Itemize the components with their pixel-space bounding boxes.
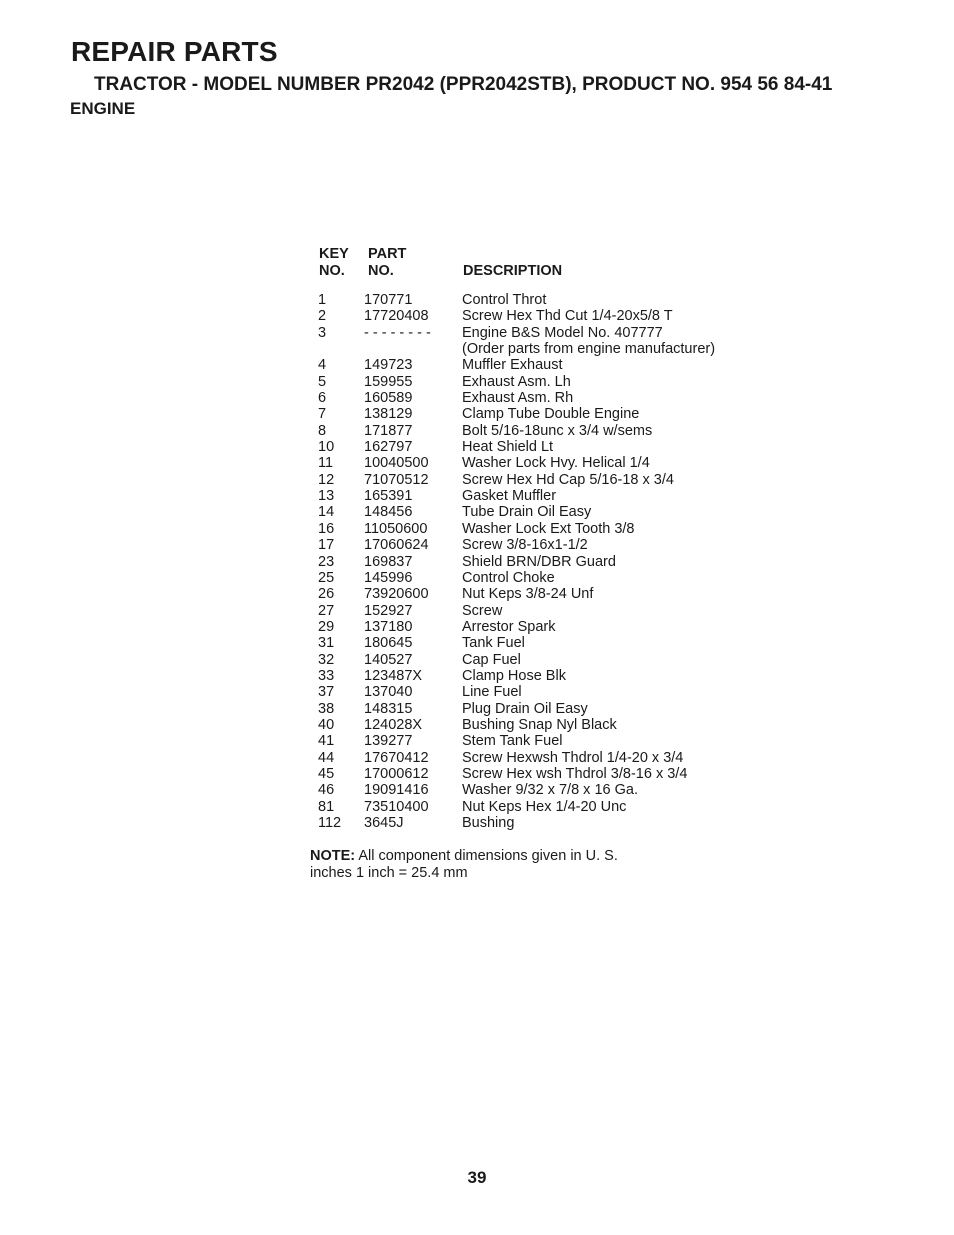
table-row (318, 635, 778, 651)
part-no-cell: 73920600 (364, 586, 429, 603)
table-row (318, 472, 778, 488)
description-cell: Tube Drain Oil Easy (462, 504, 592, 521)
note-text-line1: All component dimensions given in U. S. (355, 848, 618, 864)
table-row (318, 668, 778, 684)
part-no-cell: 169837 (364, 553, 413, 570)
part-no-cell: 71070512 (364, 471, 429, 488)
table-row (318, 308, 778, 324)
part-no-cell: 152927 (364, 602, 413, 619)
description-header: DESCRIPTION (463, 263, 563, 279)
table-row (318, 619, 778, 635)
description-cell: Bushing Snap Nyl Black (462, 716, 617, 733)
part-no-cell: 73510400 (364, 798, 429, 815)
part-no-cell: 124028X (364, 716, 423, 733)
key-no-cell: 16 (318, 520, 335, 537)
table-row (318, 292, 778, 308)
description-cell: Washer 9/32 x 7/8 x 16 Ga. (462, 782, 638, 799)
table-row (318, 733, 778, 749)
table-row (318, 455, 778, 471)
table-row (318, 357, 778, 373)
part-no-cell: 10040500 (364, 455, 429, 472)
part-no-cell: 138129 (364, 406, 413, 423)
table-row (318, 815, 778, 831)
table-row (318, 406, 778, 422)
part-no-cell: 11050600 (364, 520, 428, 537)
description-cell: Bushing (462, 815, 515, 831)
key-no-cell: 32 (318, 651, 335, 668)
page-title: REPAIR PARTS (71, 36, 278, 67)
key-no-cell: 45 (318, 765, 335, 782)
part-no-cell: 148456 (364, 504, 413, 521)
dimension-note (310, 848, 670, 881)
key-no-cell: 17 (318, 537, 335, 554)
key-no-cell: 11 (318, 455, 334, 472)
part-no-cell: 160589 (364, 390, 413, 407)
description-cell: Clamp Hose Blk (462, 667, 566, 684)
description-cell: Shield BRN/DBR Guard (462, 553, 616, 570)
description-cell: Washer Lock Hvy. Helical 1/4 (462, 455, 650, 472)
key-no-cell: 37 (318, 684, 335, 701)
key-no-cell: 46 (318, 782, 335, 799)
description-cell: Screw Hex Hd Cap 5/16-18 x 3/4 (462, 471, 674, 488)
description-cell: Gasket Muffler (462, 488, 557, 505)
key-no-cell: 44 (318, 749, 335, 766)
part-no-cell: 140527 (364, 651, 413, 668)
description-cell: (Order parts from engine manufacturer) (462, 341, 716, 358)
table-row (318, 374, 778, 390)
description-cell: Heat Shield Lt (462, 439, 554, 456)
description-cell: Arrestor Spark (462, 618, 556, 635)
description-cell: Control Throt (462, 292, 547, 308)
table-row (318, 341, 778, 357)
description-cell: Screw Hexwsh Thdrol 1/4-20 x 3/4 (462, 749, 684, 766)
description-cell: Muffler Exhaust (462, 357, 563, 374)
table-row (318, 488, 778, 504)
table-row (318, 782, 778, 798)
table-row (318, 521, 778, 537)
table-row (318, 390, 778, 406)
table-row (318, 439, 778, 455)
description-cell: Stem Tank Fuel (462, 733, 563, 750)
description-cell: Line Fuel (462, 684, 522, 701)
table-row (318, 325, 778, 341)
part-no-cell: 145996 (364, 569, 413, 586)
description-cell: Exhaust Asm. Rh (462, 390, 574, 407)
part-no-cell: 149723 (364, 357, 413, 374)
description-cell: Nut Keps Hex 1/4-20 Unc (462, 798, 627, 815)
part-no-cell: 171877 (364, 422, 413, 439)
description-cell: Screw Hex wsh Thdrol 3/8-16 x 3/4 (462, 765, 688, 782)
description-cell: Clamp Tube Double Engine (462, 406, 640, 423)
table-row (318, 799, 778, 815)
page-number: 39 (467, 1168, 487, 1187)
part-header-line1: PART (368, 246, 407, 262)
part-no-cell: 3645J (364, 815, 404, 831)
part-no-cell: 170771 (364, 292, 413, 308)
description-cell: Exhaust Asm. Lh (462, 373, 571, 390)
key-no-cell: 4 (318, 357, 327, 374)
table-row (318, 423, 778, 439)
part-no-cell: 165391 (364, 488, 413, 505)
part-no-cell: 17670412 (364, 749, 429, 766)
part-no-cell: 159955 (364, 373, 413, 390)
part-header-line2: NO. (368, 263, 394, 279)
key-no-cell: 29 (318, 618, 335, 635)
key-header-line1: KEY (319, 246, 349, 262)
key-no-cell: 6 (318, 390, 327, 407)
note-label: NOTE: (310, 848, 356, 864)
key-no-cell: 13 (318, 488, 335, 505)
table-row (318, 766, 778, 782)
description-cell: Cap Fuel (462, 651, 521, 668)
key-header-line2: NO. (319, 263, 345, 279)
key-no-cell: 12 (318, 471, 335, 488)
note-text-line2: inches 1 inch = 25.4 mm (310, 864, 468, 881)
key-no-cell: 38 (318, 700, 335, 717)
description-cell: Screw (462, 602, 503, 619)
description-cell: Plug Drain Oil Easy (462, 700, 588, 717)
parts-list (318, 292, 778, 831)
part-no-cell: 19091416 (364, 782, 429, 799)
key-no-cell: 33 (318, 667, 335, 684)
table-row (318, 586, 778, 602)
key-no-cell: 81 (318, 798, 335, 815)
key-no-cell: 3 (318, 324, 327, 341)
section-heading: ENGINE (70, 99, 136, 118)
table-row (318, 701, 778, 717)
part-no-cell: 17000612 (364, 765, 429, 782)
key-no-cell: 7 (318, 406, 327, 423)
table-row (318, 652, 778, 668)
model-subtitle: TRACTOR - MODEL NUMBER PR2042 (PPR2042STB), PRODUCT NO. 954 56 84-41 (94, 74, 833, 95)
part-no-cell: 162797 (364, 439, 413, 456)
description-cell: Bolt 5/16-18unc x 3/4 w/sems (462, 422, 653, 439)
key-no-cell: 27 (318, 602, 335, 619)
description-cell: Engine B&S Model No. 407777 (462, 324, 663, 341)
part-no-cell: - - - - - - - - (364, 324, 431, 341)
key-no-cell: 31 (318, 635, 335, 652)
part-no-cell: 123487X (364, 667, 423, 684)
table-row (318, 504, 778, 520)
key-no-cell: 8 (318, 422, 327, 439)
description-cell: Tank Fuel (462, 635, 525, 652)
description-cell: Screw Hex Thd Cut 1/4-20x5/8 T (462, 308, 673, 325)
key-no-cell: 2 (318, 308, 327, 325)
table-row (318, 750, 778, 766)
description-cell: Nut Keps 3/8-24 Unf (462, 586, 594, 603)
key-no-cell: 10 (318, 439, 335, 456)
key-no-cell: 40 (318, 716, 335, 733)
table-row (318, 684, 778, 700)
table-row (318, 570, 778, 586)
table-row (318, 603, 778, 619)
table-row (318, 537, 778, 553)
description-cell: Screw 3/8-16x1-1/2 (462, 537, 588, 554)
key-no-cell: 5 (318, 373, 327, 390)
key-no-header (319, 246, 349, 280)
key-no-cell: 14 (318, 504, 335, 521)
key-no-cell: 1 (318, 292, 327, 308)
key-no-cell: 26 (318, 586, 335, 603)
part-no-cell: 180645 (364, 635, 413, 652)
key-no-cell: 41 (318, 733, 335, 750)
key-no-cell: 23 (318, 553, 335, 570)
part-no-cell: 139277 (364, 733, 413, 750)
part-no-cell: 17060624 (364, 537, 429, 554)
key-no-cell: 112 (318, 815, 342, 831)
table-row (318, 717, 778, 733)
key-no-cell: 25 (318, 569, 335, 586)
description-cell: Control Choke (462, 569, 555, 586)
description-cell: Washer Lock Ext Tooth 3/8 (462, 520, 635, 537)
part-no-cell: 17720408 (364, 308, 429, 325)
part-no-cell: 148315 (364, 700, 413, 717)
part-no-cell: 137180 (364, 618, 413, 635)
part-no-cell: 137040 (364, 684, 413, 701)
part-no-header (368, 246, 406, 280)
table-row (318, 554, 778, 570)
